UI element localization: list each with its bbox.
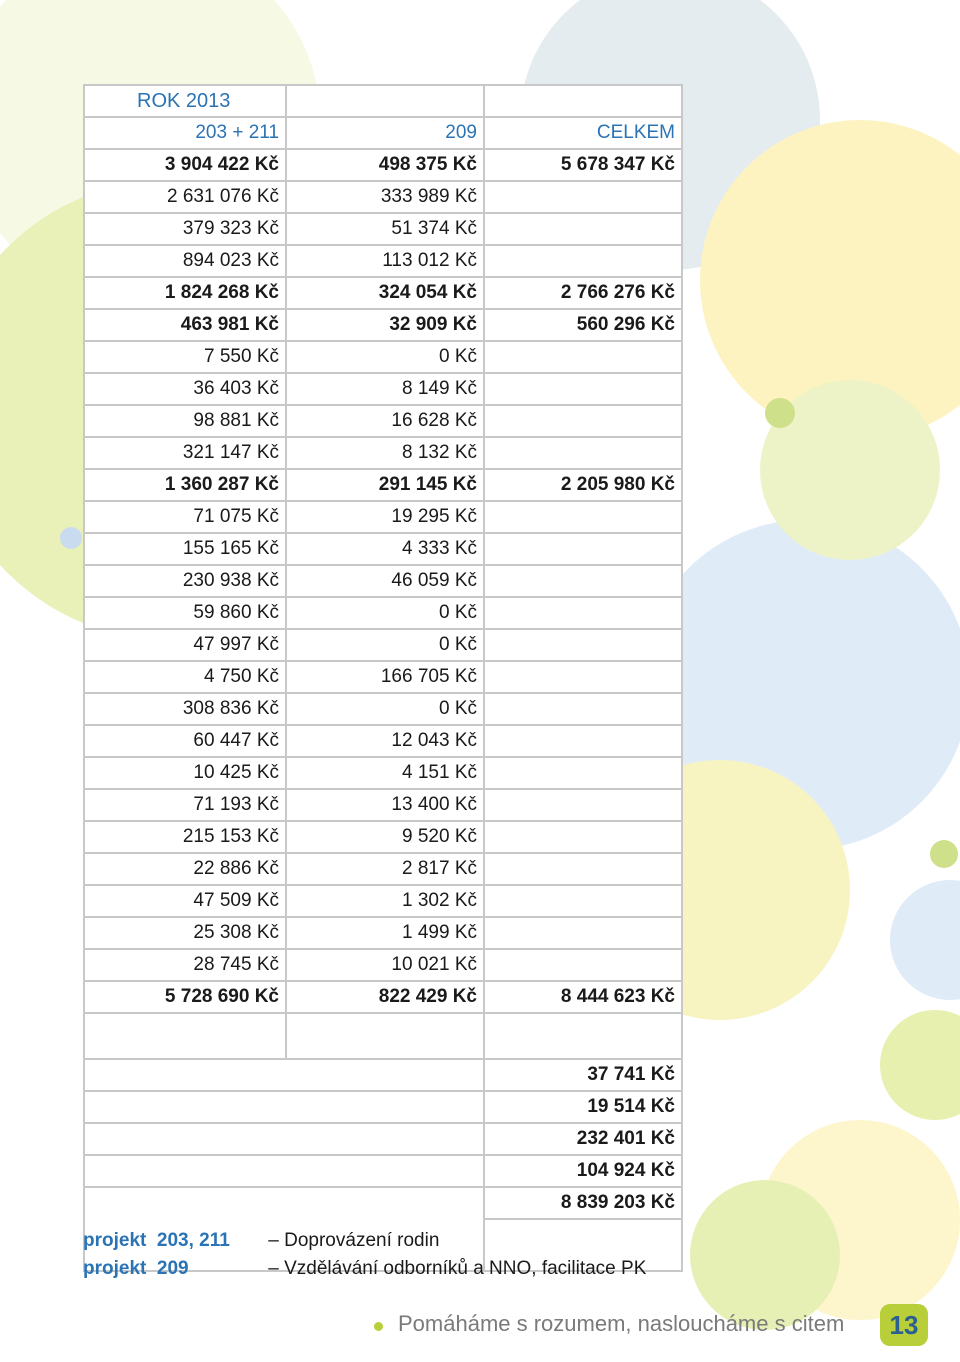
table-cell-c2: 4 333 Kč [286, 533, 484, 565]
total-row-empty-cell [84, 1091, 484, 1123]
table-cell-c1: 60 447 Kč [84, 725, 286, 757]
table-cell-c1: 4 750 Kč [84, 661, 286, 693]
table-row [84, 693, 682, 725]
table-cell-c2: 498 375 Kč [286, 149, 484, 181]
table-cell-c1: 47 997 Kč [84, 629, 286, 661]
table-cell-c2: 32 909 Kč [286, 309, 484, 341]
table-cell-c3 [484, 181, 682, 213]
table-row [84, 757, 682, 789]
table-row [84, 373, 682, 405]
table-cell-c1: 321 147 Kč [84, 437, 286, 469]
legend-label: projekt 203, 211 [83, 1230, 230, 1251]
table-row [84, 789, 682, 821]
table-cell-c2: 10 021 Kč [286, 949, 484, 981]
table-cell-c3 [484, 661, 682, 693]
table-cell-c1: 22 886 Kč [84, 853, 286, 885]
table-cell-c3 [484, 597, 682, 629]
table-cell-c3 [484, 853, 682, 885]
table-cell-c3 [484, 629, 682, 661]
table-row [84, 245, 682, 277]
table-cell-c1: 10 425 Kč [84, 757, 286, 789]
table-cell-c2: 324 054 Kč [286, 277, 484, 309]
legend-description: – Doprovázení rodin [268, 1230, 440, 1251]
table-row [84, 597, 682, 629]
table-row [84, 629, 682, 661]
table-row [84, 885, 682, 917]
table-cell-c1: 2 631 076 Kč [84, 181, 286, 213]
total-row [84, 1091, 682, 1123]
table-cell-c1: 3 904 422 Kč [84, 149, 286, 181]
table-cell-c2: 2 817 Kč [286, 853, 484, 885]
table-cell-c3 [484, 341, 682, 373]
table-row [84, 949, 682, 981]
table-cell-c3 [484, 213, 682, 245]
bullet-dot-icon [374, 1322, 383, 1331]
table-cell-c2: 0 Kč [286, 341, 484, 373]
decor-bubble [690, 1180, 840, 1330]
total-value-cell: 19 514 Kč [484, 1091, 682, 1123]
table-cell-c3 [484, 885, 682, 917]
table-row [84, 213, 682, 245]
legend-label: projekt 209 [83, 1258, 189, 1279]
table-row [84, 821, 682, 853]
legend-description: – Vzdělávání odborníků a NNO, facilitace PK [268, 1258, 647, 1279]
table-cell-c2: 51 374 Kč [286, 213, 484, 245]
footer-slogan: Pomáháme s rozumem, nasloucháme s citem [398, 1311, 845, 1336]
total-row-empty-cell [84, 1059, 484, 1091]
header-celkem: CELKEM [484, 117, 682, 149]
table-cell-c1: 5 728 690 Kč [84, 981, 286, 1013]
table-cell-c3: 560 296 Kč [484, 309, 682, 341]
table-cell-c3 [484, 789, 682, 821]
decor-bubble [765, 398, 795, 428]
table-row [84, 405, 682, 437]
total-row [84, 1187, 682, 1219]
table-row [84, 469, 682, 501]
decor-bubble [880, 1010, 960, 1120]
table-cell-c2: 8 132 Kč [286, 437, 484, 469]
table-cell-c1: 1 360 287 Kč [84, 469, 286, 501]
table-row [84, 661, 682, 693]
table-cell-c3 [484, 501, 682, 533]
legend-item [83, 1230, 439, 1252]
table-cell-c3: 2 205 980 Kč [484, 469, 682, 501]
table-title: ROK 2013 [286, 85, 484, 117]
table-cell-c1: 59 860 Kč [84, 597, 286, 629]
table-cell-c2: 46 059 Kč [286, 565, 484, 597]
table-cell-c3 [484, 757, 682, 789]
table-cell-c1: 1 824 268 Kč [84, 277, 286, 309]
table-spacer-cell [484, 1013, 682, 1059]
table-cell-c2: 8 149 Kč [286, 373, 484, 405]
table-cell-c1: 894 023 Kč [84, 245, 286, 277]
table-cell-c3 [484, 917, 682, 949]
total-row-empty-cell [84, 1187, 484, 1219]
table-cell-c3 [484, 725, 682, 757]
table-row [84, 277, 682, 309]
table-cell-c2: 333 989 Kč [286, 181, 484, 213]
header-209: 209 [286, 117, 484, 149]
total-row [84, 1155, 682, 1187]
table-row [84, 309, 682, 341]
table-cell-c3 [484, 949, 682, 981]
table-cell-c2: 0 Kč [286, 629, 484, 661]
table-cell-c1: 28 745 Kč [84, 949, 286, 981]
table-cell-c2: 291 145 Kč [286, 469, 484, 501]
table-row [84, 181, 682, 213]
table-cell-c2: 0 Kč [286, 693, 484, 725]
header-203-211: 203 + 211 [84, 117, 286, 149]
table-row [84, 341, 682, 373]
table-cell-c2: 1 302 Kč [286, 885, 484, 917]
table-cell-c1: 71 193 Kč [84, 789, 286, 821]
decor-bubble [60, 527, 82, 549]
total-row [84, 1123, 682, 1155]
table-title-spacer [484, 85, 682, 117]
table-cell-c1: 379 323 Kč [84, 213, 286, 245]
funding-table [83, 84, 683, 1272]
table-cell-c3: 2 766 276 Kč [484, 277, 682, 309]
table-cell-c2: 4 151 Kč [286, 757, 484, 789]
table-cell-c3 [484, 373, 682, 405]
table-spacer-cell [286, 1013, 484, 1059]
table-cell-c1: 36 403 Kč [84, 373, 286, 405]
table-cell-c1: 98 881 Kč [84, 405, 286, 437]
table-row [84, 533, 682, 565]
table-cell-c3 [484, 821, 682, 853]
total-value-cell: 104 924 Kč [484, 1155, 682, 1187]
table-cell-c3 [484, 565, 682, 597]
table-cell-c2: 822 429 Kč [286, 981, 484, 1013]
decor-bubble [930, 840, 958, 868]
total-value-cell: 37 741 Kč [484, 1059, 682, 1091]
table-cell-c1: 7 550 Kč [84, 341, 286, 373]
table-cell-c2: 19 295 Kč [286, 501, 484, 533]
table-cell-c2: 113 012 Kč [286, 245, 484, 277]
table-cell-c3 [484, 693, 682, 725]
table-row [84, 853, 682, 885]
legend-item [83, 1258, 646, 1280]
total-row [84, 1059, 682, 1091]
total-value-cell: 8 839 203 Kč [484, 1187, 682, 1219]
table-row [84, 917, 682, 949]
table-cell-c1: 71 075 Kč [84, 501, 286, 533]
table-row [84, 565, 682, 597]
page-number: 13 [880, 1304, 928, 1346]
table-header-row [84, 117, 682, 149]
table-row [84, 725, 682, 757]
table-row [84, 437, 682, 469]
table-title-row [84, 85, 682, 117]
table-cell-c2: 1 499 Kč [286, 917, 484, 949]
table-cell-c1: 215 153 Kč [84, 821, 286, 853]
table-spacer-cell [84, 1013, 286, 1059]
table-spacer-row [84, 1013, 682, 1059]
table-cell-c3 [484, 405, 682, 437]
table-cell-c3 [484, 245, 682, 277]
table-cell-c1: 230 938 Kč [84, 565, 286, 597]
table-cell-c2: 166 705 Kč [286, 661, 484, 693]
table-row [84, 501, 682, 533]
table-cell-c1: 463 981 Kč [84, 309, 286, 341]
table-cell-c3: 8 444 623 Kč [484, 981, 682, 1013]
table-cell-c2: 9 520 Kč [286, 821, 484, 853]
table-cell-c2: 0 Kč [286, 597, 484, 629]
table-cell-c2: 13 400 Kč [286, 789, 484, 821]
table-row [84, 981, 682, 1013]
table-cell-c3 [484, 437, 682, 469]
table-cell-c1: 308 836 Kč [84, 693, 286, 725]
table-cell-c1: 25 308 Kč [84, 917, 286, 949]
total-row-empty-cell [84, 1123, 484, 1155]
total-value-cell: 232 401 Kč [484, 1123, 682, 1155]
table-cell-c2: 12 043 Kč [286, 725, 484, 757]
table-row [84, 149, 682, 181]
total-row-empty-cell [84, 1155, 484, 1187]
decor-bubble [890, 880, 960, 1000]
table-cell-c1: 155 165 Kč [84, 533, 286, 565]
table-cell-c1: 47 509 Kč [84, 885, 286, 917]
table-cell-c2: 16 628 Kč [286, 405, 484, 437]
table-cell-c3: 5 678 347 Kč [484, 149, 682, 181]
table-cell-c3 [484, 533, 682, 565]
